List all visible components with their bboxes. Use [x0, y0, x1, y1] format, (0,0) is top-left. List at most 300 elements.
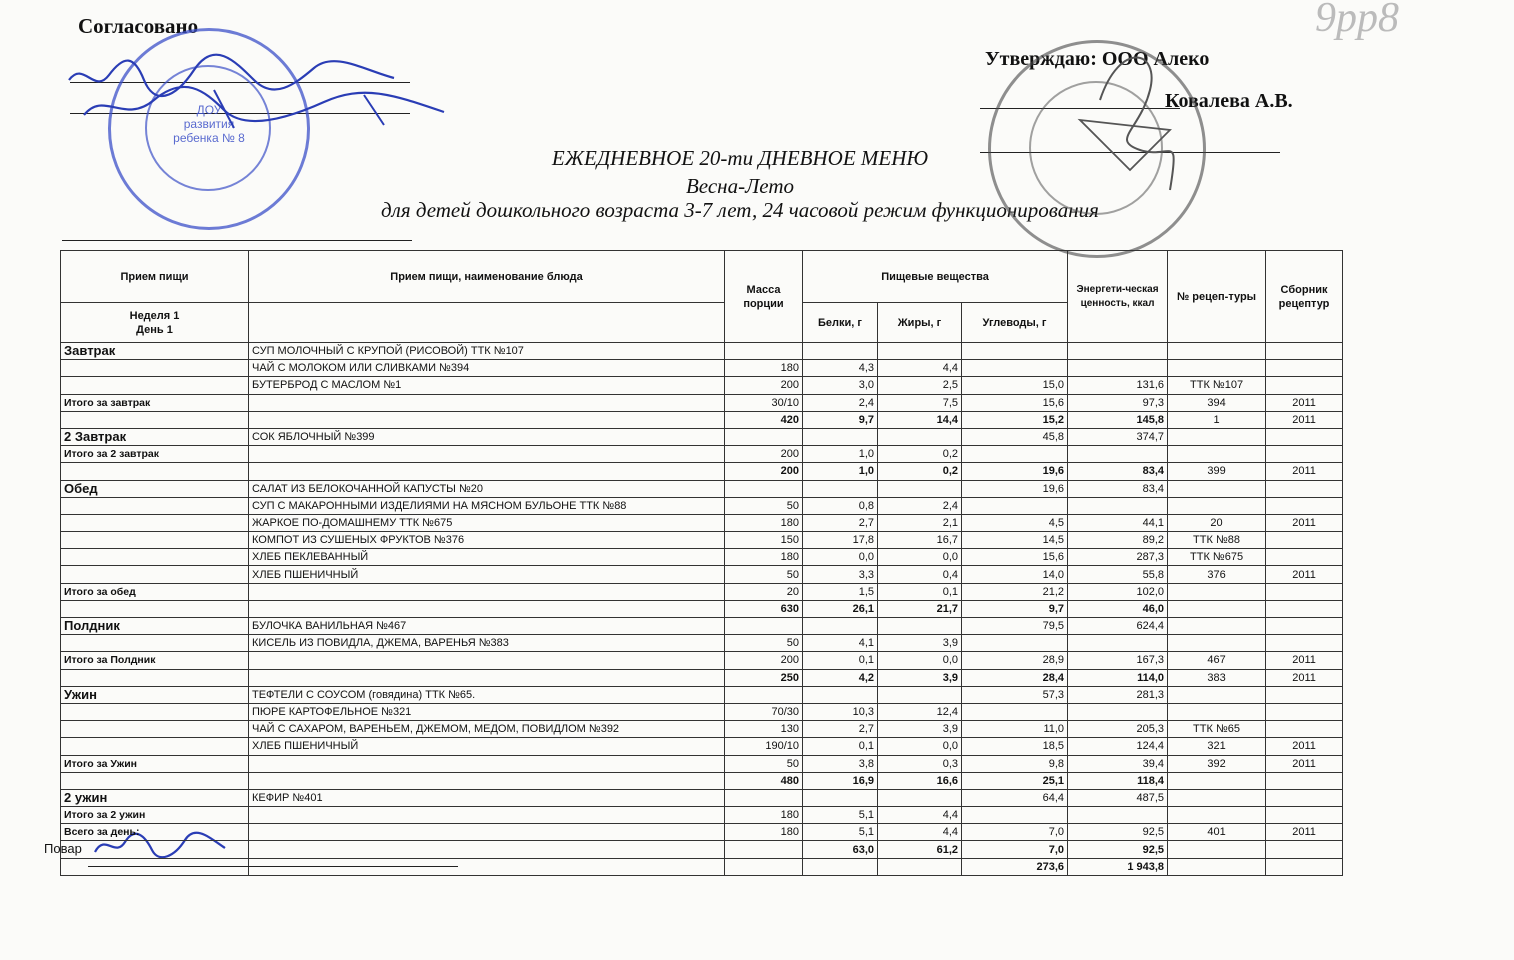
- table-cell-b: ТЕФТЕЛИ С СОУСОМ (говядина) ТТК №65.: [249, 686, 725, 703]
- table-row: [61, 686, 1343, 703]
- table-cell-i: 2011: [1266, 824, 1343, 841]
- table-cell-c: 50: [725, 755, 803, 772]
- table-cell-g: 374,7: [1068, 428, 1168, 445]
- table-cell-g: 487,5: [1068, 789, 1168, 806]
- table-cell-f: 7,0: [962, 841, 1068, 858]
- table-cell-h: [1168, 480, 1266, 497]
- table-cell-i: [1266, 789, 1343, 806]
- table-cell-f: 14,5: [962, 532, 1068, 549]
- table-cell-g: 114,0: [1068, 669, 1168, 686]
- table-cell-f: [962, 497, 1068, 514]
- approved-right-label: Утверждаю: ООО Алеко: [985, 48, 1210, 70]
- table-cell-c: 180: [725, 360, 803, 377]
- table-cell-d: [803, 428, 878, 445]
- table-cell-i: 2011: [1266, 463, 1343, 480]
- table-cell-e: [878, 789, 962, 806]
- table-cell-i: [1266, 841, 1343, 858]
- table-cell-g: [1068, 497, 1168, 514]
- table-cell-c: 180: [725, 824, 803, 841]
- table-cell-c: 480: [725, 772, 803, 789]
- table-cell-e: 2,5: [878, 377, 962, 394]
- table-cell-i: [1266, 772, 1343, 789]
- table-cell-g: 145,8: [1068, 411, 1168, 428]
- table-cell-g: 124,4: [1068, 738, 1168, 755]
- table-cell-h: [1168, 360, 1266, 377]
- table-cell-e: 4,4: [878, 360, 962, 377]
- table-cell-i: 2011: [1266, 652, 1343, 669]
- table-cell-i: [1266, 635, 1343, 652]
- table-cell-i: [1266, 360, 1343, 377]
- table-cell-h: 376: [1168, 566, 1266, 583]
- table-cell-f: 11,0: [962, 721, 1068, 738]
- table-row: [61, 600, 1343, 617]
- table-cell-g: [1068, 635, 1168, 652]
- table-cell-e: 21,7: [878, 600, 962, 617]
- table-cell-i: [1266, 703, 1343, 720]
- table-cell-h: 401: [1168, 824, 1266, 841]
- table-cell-h: [1168, 635, 1266, 652]
- col-head-meal: Прием пищи: [61, 251, 249, 303]
- table-cell-h: [1168, 686, 1266, 703]
- table-cell-g: 1 943,8: [1068, 858, 1168, 875]
- table-cell-h: [1168, 703, 1266, 720]
- table-cell-b: [249, 583, 725, 600]
- table-cell-g: 46,0: [1068, 600, 1168, 617]
- table-cell-h: ТТК №88: [1168, 532, 1266, 549]
- table-cell-g: [1068, 807, 1168, 824]
- table-cell-h: 394: [1168, 394, 1266, 411]
- table-cell-a: Ужин: [61, 686, 249, 703]
- table-cell-h: 383: [1168, 669, 1266, 686]
- table-cell-f: 64,4: [962, 789, 1068, 806]
- table-cell-f: 15,2: [962, 411, 1068, 428]
- table-cell-i: [1266, 721, 1343, 738]
- table-cell-e: [878, 343, 962, 360]
- table-cell-i: 2011: [1266, 514, 1343, 531]
- table-cell-h: [1168, 841, 1266, 858]
- table-cell-h: [1168, 807, 1266, 824]
- table-cell-a: [61, 411, 249, 428]
- table-cell-c: 70/30: [725, 703, 803, 720]
- table-cell-g: [1068, 360, 1168, 377]
- table-cell-b: ХЛЕБ ПШЕНИЧНЫЙ: [249, 566, 725, 583]
- table-cell-f: 15,6: [962, 394, 1068, 411]
- table-cell-g: 97,3: [1068, 394, 1168, 411]
- table-cell-d: [803, 686, 878, 703]
- menu-season: Весна-Лето: [685, 174, 795, 198]
- table-row: [61, 618, 1343, 635]
- table-row: [61, 497, 1343, 514]
- table-cell-i: [1266, 428, 1343, 445]
- table-cell-e: 7,5: [878, 394, 962, 411]
- table-cell-g: 44,1: [1068, 514, 1168, 531]
- table-row: [61, 360, 1343, 377]
- table-cell-h: 20: [1168, 514, 1266, 531]
- table-cell-f: [962, 703, 1068, 720]
- table-cell-i: [1266, 343, 1343, 360]
- col-head-dish: Прием пищи, наименование блюда: [249, 251, 725, 303]
- table-cell-i: 2011: [1266, 566, 1343, 583]
- table-cell-i: [1266, 600, 1343, 617]
- table-cell-d: 4,2: [803, 669, 878, 686]
- table-cell-d: 2,4: [803, 394, 878, 411]
- signature-line-3: [62, 240, 412, 241]
- table-cell-i: [1266, 480, 1343, 497]
- signature-left-icon: [64, 40, 464, 130]
- table-cell-h: 467: [1168, 652, 1266, 669]
- table-cell-h: 321: [1168, 738, 1266, 755]
- table-cell-b: [249, 669, 725, 686]
- table-cell-e: 0,0: [878, 738, 962, 755]
- table-cell-c: 200: [725, 446, 803, 463]
- table-cell-c: 150: [725, 532, 803, 549]
- table-cell-g: 92,5: [1068, 824, 1168, 841]
- table-cell-i: [1266, 807, 1343, 824]
- table-cell-g: 89,2: [1068, 532, 1168, 549]
- table-cell-b: СОК ЯБЛОЧНЫЙ №399: [249, 428, 725, 445]
- table-cell-f: 19,6: [962, 463, 1068, 480]
- table-cell-e: 3,9: [878, 721, 962, 738]
- table-cell-b: САЛАТ ИЗ БЕЛОКОЧАННОЙ КАПУСТЫ №20: [249, 480, 725, 497]
- table-cell-b: СУП МОЛОЧНЫЙ С КРУПОЙ (РИСОВОЙ) ТТК №107: [249, 343, 725, 360]
- table-cell-d: 3,0: [803, 377, 878, 394]
- table-cell-a: Итого за обед: [61, 583, 249, 600]
- table-cell-a: [61, 360, 249, 377]
- table-cell-a: [61, 721, 249, 738]
- table-cell-b: [249, 446, 725, 463]
- table-cell-i: [1266, 377, 1343, 394]
- table-cell-b: [249, 463, 725, 480]
- table-cell-f: 9,7: [962, 600, 1068, 617]
- table-row: [61, 377, 1343, 394]
- cook-signature-line: [88, 866, 458, 867]
- table-cell-g: [1068, 703, 1168, 720]
- table-cell-g: 39,4: [1068, 755, 1168, 772]
- table-cell-d: 3,3: [803, 566, 878, 583]
- table-cell-a: 2 Завтрак: [61, 428, 249, 445]
- table-cell-h: [1168, 600, 1266, 617]
- table-cell-a: [61, 463, 249, 480]
- table-cell-a: [61, 669, 249, 686]
- table-cell-c: [725, 428, 803, 445]
- table-row: [61, 789, 1343, 806]
- table-cell-h: [1168, 446, 1266, 463]
- table-cell-h: ТТК №675: [1168, 549, 1266, 566]
- table-cell-e: 3,9: [878, 635, 962, 652]
- table-cell-c: 200: [725, 377, 803, 394]
- table-cell-c: [725, 789, 803, 806]
- table-cell-a: [61, 549, 249, 566]
- table-cell-e: [878, 686, 962, 703]
- table-cell-a: [61, 703, 249, 720]
- table-cell-a: [61, 532, 249, 549]
- table-cell-h: [1168, 789, 1266, 806]
- table-cell-h: ТТК №65: [1168, 721, 1266, 738]
- table-cell-b: СУП С МАКАРОННЫМИ ИЗДЕЛИЯМИ НА МЯСНОМ БУЛЬОНЕ ТТК №88: [249, 497, 725, 514]
- table-cell-f: [962, 446, 1068, 463]
- table-cell-d: 1,0: [803, 446, 878, 463]
- table-cell-a: Итого за 2 ужин: [61, 807, 249, 824]
- table-cell-g: 167,3: [1068, 652, 1168, 669]
- table-cell-g: 83,4: [1068, 463, 1168, 480]
- table-cell-b: ЧАЙ С САХАРОМ, ВАРЕНЬЕМ, ДЖЕМОМ, МЕДОМ, ПОВИДЛОМ №392: [249, 721, 725, 738]
- table-cell-f: 4,5: [962, 514, 1068, 531]
- table-cell-i: [1266, 858, 1343, 875]
- table-cell-a: Полдник: [61, 618, 249, 635]
- menu-subtitle: для детей дошкольного возраста 3-7 лет, 24 часовой режим функционирования: [381, 198, 1099, 222]
- col-head-energy: Энергети-ческая ценность, ккал: [1068, 251, 1168, 343]
- table-cell-d: 3,8: [803, 755, 878, 772]
- table-cell-a: [61, 566, 249, 583]
- table-row: [61, 566, 1343, 583]
- table-cell-e: 0,2: [878, 446, 962, 463]
- col-head-recipe: № рецеп-туры: [1168, 251, 1266, 343]
- table-cell-c: 30/10: [725, 394, 803, 411]
- table-cell-i: 2011: [1266, 738, 1343, 755]
- table-cell-h: [1168, 343, 1266, 360]
- table-row: [61, 343, 1343, 360]
- table-cell-g: 118,4: [1068, 772, 1168, 789]
- table-cell-e: 2,1: [878, 514, 962, 531]
- table-cell-b: [249, 600, 725, 617]
- table-cell-d: [803, 480, 878, 497]
- table-row: [61, 669, 1343, 686]
- table-cell-e: 0,0: [878, 652, 962, 669]
- table-cell-d: 26,1: [803, 600, 878, 617]
- table-cell-c: [725, 841, 803, 858]
- table-cell-e: [878, 858, 962, 875]
- table-cell-i: 2011: [1266, 394, 1343, 411]
- table-cell-e: 0,3: [878, 755, 962, 772]
- table-cell-b: [249, 394, 725, 411]
- table-cell-d: 2,7: [803, 721, 878, 738]
- table-cell-b: ХЛЕБ ПШЕНИЧНЫЙ: [249, 738, 725, 755]
- table-row: [61, 703, 1343, 720]
- table-cell-a: Итого за 2 завтрак: [61, 446, 249, 463]
- table-cell-b: КИСЕЛЬ ИЗ ПОВИДЛА, ДЖЕМА, ВАРЕНЬЯ №383: [249, 635, 725, 652]
- table-row: [61, 635, 1343, 652]
- table-cell-c: [725, 618, 803, 635]
- table-cell-e: [878, 428, 962, 445]
- table-cell-b: [249, 411, 725, 428]
- table-cell-e: 16,7: [878, 532, 962, 549]
- table-cell-f: 7,0: [962, 824, 1068, 841]
- table-cell-d: 5,1: [803, 824, 878, 841]
- table-row: [61, 652, 1343, 669]
- table-cell-f: 28,4: [962, 669, 1068, 686]
- signature-right-icon: [1040, 20, 1240, 210]
- col-head-dish-blank: [249, 303, 725, 343]
- table-cell-c: 420: [725, 411, 803, 428]
- table-cell-d: 17,8: [803, 532, 878, 549]
- col-head-collection: Сборник рецептур: [1266, 251, 1343, 343]
- table-cell-h: 1: [1168, 411, 1266, 428]
- table-cell-e: 12,4: [878, 703, 962, 720]
- table-cell-d: 10,3: [803, 703, 878, 720]
- table-cell-c: 180: [725, 807, 803, 824]
- table-cell-d: 16,9: [803, 772, 878, 789]
- table-cell-f: 15,0: [962, 377, 1068, 394]
- table-cell-b: КОМПОТ ИЗ СУШЕНЫХ ФРУКТОВ №376: [249, 532, 725, 549]
- table-cell-c: 50: [725, 566, 803, 583]
- col-head-carbs: Углеводы, г: [962, 303, 1068, 343]
- table-cell-a: [61, 600, 249, 617]
- table-cell-e: [878, 480, 962, 497]
- table-cell-h: [1168, 497, 1266, 514]
- table-cell-i: [1266, 583, 1343, 600]
- table-cell-d: 0,0: [803, 549, 878, 566]
- table-cell-i: 2011: [1266, 411, 1343, 428]
- table-cell-c: [725, 858, 803, 875]
- table-cell-c: 50: [725, 497, 803, 514]
- table-cell-a: Итого за Полдник: [61, 652, 249, 669]
- table-cell-c: [725, 686, 803, 703]
- approver-name: Ковалева А.В.: [1165, 90, 1293, 112]
- table-cell-c: 20: [725, 583, 803, 600]
- table-cell-f: [962, 635, 1068, 652]
- table-cell-g: [1068, 343, 1168, 360]
- table-row: [61, 411, 1343, 428]
- table-cell-b: БУЛОЧКА ВАНИЛЬНАЯ №467: [249, 618, 725, 635]
- table-cell-a: 2 ужин: [61, 789, 249, 806]
- stamp-left-prefix: ДОУ: [196, 103, 222, 117]
- table-cell-e: 0,0: [878, 549, 962, 566]
- table-row: [61, 807, 1343, 824]
- table-cell-i: [1266, 549, 1343, 566]
- menu-body: [61, 343, 1343, 876]
- col-head-fat: Жиры, г: [878, 303, 962, 343]
- table-cell-a: Завтрак: [61, 343, 249, 360]
- table-cell-b: [249, 652, 725, 669]
- table-cell-f: 45,8: [962, 428, 1068, 445]
- table-cell-f: [962, 807, 1068, 824]
- table-cell-g: 205,3: [1068, 721, 1168, 738]
- table-cell-i: 2011: [1266, 669, 1343, 686]
- table-cell-c: 180: [725, 514, 803, 531]
- table-cell-e: 4,4: [878, 824, 962, 841]
- table-cell-e: 0,2: [878, 463, 962, 480]
- table-cell-c: 630: [725, 600, 803, 617]
- menu-table: [60, 250, 1343, 876]
- table-cell-b: БУТЕРБРОД С МАСЛОМ №1: [249, 377, 725, 394]
- table-cell-c: 190/10: [725, 738, 803, 755]
- table-cell-g: 281,3: [1068, 686, 1168, 703]
- table-cell-e: 61,2: [878, 841, 962, 858]
- table-cell-a: Итого за завтрак: [61, 394, 249, 411]
- table-cell-e: 3,9: [878, 669, 962, 686]
- table-cell-d: 0,1: [803, 652, 878, 669]
- stamp-left-center: развития ребенка № 8: [173, 117, 245, 145]
- table-cell-f: 25,1: [962, 772, 1068, 789]
- table-cell-b: ПЮРЕ КАРТОФЕЛЬНОЕ №321: [249, 703, 725, 720]
- table-cell-c: [725, 480, 803, 497]
- table-cell-d: 1,5: [803, 583, 878, 600]
- table-row: [61, 446, 1343, 463]
- table-cell-a: [61, 841, 249, 858]
- table-cell-f: [962, 360, 1068, 377]
- table-cell-f: 19,6: [962, 480, 1068, 497]
- table-row: [61, 772, 1343, 789]
- table-cell-d: 9,7: [803, 411, 878, 428]
- table-row: [61, 480, 1343, 497]
- table-cell-b: [249, 824, 725, 841]
- table-cell-b: [249, 841, 725, 858]
- table-cell-d: 0,1: [803, 738, 878, 755]
- table-cell-a: Итого за Ужин: [61, 755, 249, 772]
- table-cell-d: [803, 789, 878, 806]
- table-cell-c: 250: [725, 669, 803, 686]
- table-row: [61, 721, 1343, 738]
- table-row: [61, 583, 1343, 600]
- table-cell-h: ТТК №107: [1168, 377, 1266, 394]
- table-cell-e: 0,4: [878, 566, 962, 583]
- table-cell-f: 79,5: [962, 618, 1068, 635]
- table-cell-g: 287,3: [1068, 549, 1168, 566]
- day-label: День 1: [136, 323, 173, 336]
- table-cell-c: 200: [725, 652, 803, 669]
- approved-left-label: Согласовано: [78, 14, 199, 38]
- table-cell-i: [1266, 497, 1343, 514]
- table-row: [61, 549, 1343, 566]
- table-cell-g: [1068, 446, 1168, 463]
- table-cell-b: ЖАРКОЕ ПО-ДОМАШНЕМУ ТТК №675: [249, 514, 725, 531]
- table-cell-g: 131,6: [1068, 377, 1168, 394]
- table-cell-b: [249, 772, 725, 789]
- table-cell-b: [249, 807, 725, 824]
- table-cell-h: [1168, 428, 1266, 445]
- table-cell-a: [61, 772, 249, 789]
- table-cell-f: 15,6: [962, 549, 1068, 566]
- table-cell-c: 50: [725, 635, 803, 652]
- col-head-mass: Масса порции: [725, 251, 803, 343]
- table-cell-g: 83,4: [1068, 480, 1168, 497]
- table-cell-e: 4,4: [878, 807, 962, 824]
- page-mark: 9рр8: [1315, 0, 1399, 41]
- menu-title: ЕЖЕДНЕВНОЕ 20-ти ДНЕВНОЕ МЕНЮ: [551, 146, 929, 170]
- table-cell-e: 14,4: [878, 411, 962, 428]
- table-cell-d: 5,1: [803, 807, 878, 824]
- table-row: [61, 755, 1343, 772]
- table-cell-a: [61, 514, 249, 531]
- table-cell-a: [61, 377, 249, 394]
- table-cell-f: [962, 343, 1068, 360]
- table-cell-i: 2011: [1266, 755, 1343, 772]
- table-cell-d: [803, 618, 878, 635]
- table-row: [61, 394, 1343, 411]
- table-row: [61, 428, 1343, 445]
- table-cell-a: [61, 738, 249, 755]
- table-cell-b: ХЛЕБ ПЕКЛЕВАННЫЙ: [249, 549, 725, 566]
- table-cell-d: 4,3: [803, 360, 878, 377]
- table-cell-b: КЕФИР №401: [249, 789, 725, 806]
- table-cell-c: [725, 343, 803, 360]
- table-cell-e: 16,6: [878, 772, 962, 789]
- table-cell-d: 2,7: [803, 514, 878, 531]
- week-label: Неделя 1: [129, 309, 180, 322]
- table-cell-a: Всего за день:: [61, 824, 249, 841]
- table-cell-f: 28,9: [962, 652, 1068, 669]
- table-cell-a: [61, 635, 249, 652]
- table-cell-h: [1168, 583, 1266, 600]
- table-cell-c: 180: [725, 549, 803, 566]
- table-cell-h: [1168, 858, 1266, 875]
- table-cell-d: 63,0: [803, 841, 878, 858]
- table-cell-f: 9,8: [962, 755, 1068, 772]
- table-cell-c: 130: [725, 721, 803, 738]
- table-cell-d: 1,0: [803, 463, 878, 480]
- table-cell-h: [1168, 772, 1266, 789]
- table-row: [61, 738, 1343, 755]
